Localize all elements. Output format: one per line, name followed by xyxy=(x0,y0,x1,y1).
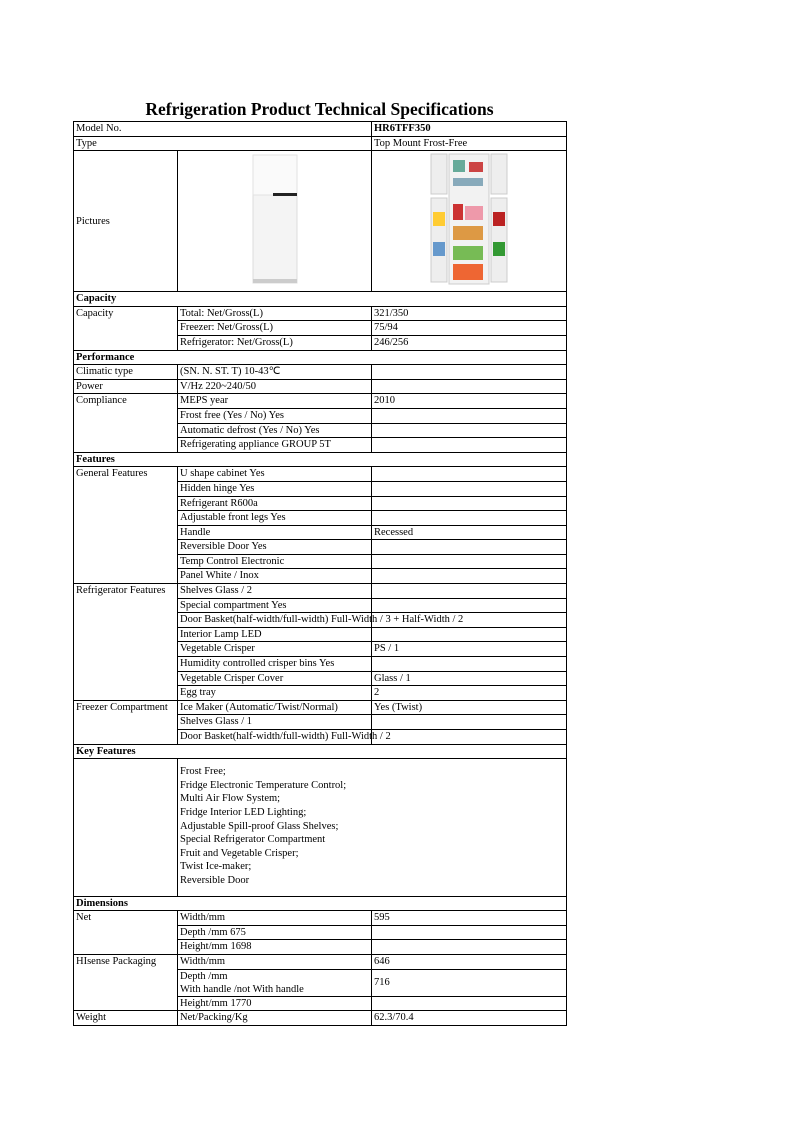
page-title: Refrigeration Product Technical Specifications xyxy=(145,99,494,119)
group-label: Net xyxy=(74,911,178,955)
model-row xyxy=(74,122,567,137)
spec-row xyxy=(74,584,567,599)
spec-name: Egg tray xyxy=(178,686,372,701)
spec-name: Door Basket(half-width/full-width) Full-Width / 3 + Half-Width / 2 xyxy=(178,613,372,628)
spec-row xyxy=(74,379,567,394)
spec-name: Width/mm xyxy=(178,954,372,969)
spec-row xyxy=(74,306,567,321)
fridge-closed-image xyxy=(178,151,372,292)
spec-name: V/Hz 220~240/50 xyxy=(178,379,372,394)
spec-value: Glass / 1 xyxy=(372,671,567,686)
key-feature-item: Twist Ice-maker; xyxy=(180,861,252,873)
spec-value: 62.3/70.4 xyxy=(372,1011,567,1026)
spec-name: Depth /mm With handle /not With handle xyxy=(178,969,372,996)
spec-row xyxy=(74,365,567,380)
spec-value xyxy=(372,423,567,438)
spec-name: Vegetable Crisper xyxy=(178,642,372,657)
type-value: Top Mount Frost-Free xyxy=(372,136,567,151)
pictures-row xyxy=(74,151,567,292)
spec-name: U shape cabinet Yes xyxy=(178,467,372,482)
spec-name: (SN. N. ST. T) 10-43℃ xyxy=(178,365,372,380)
spec-value xyxy=(372,540,567,555)
section-header-row xyxy=(74,744,567,759)
spec-name: Automatic defrost (Yes / No) Yes xyxy=(178,423,372,438)
section-header: Features xyxy=(74,452,567,467)
spec-value: 2 xyxy=(372,686,567,701)
spec-name: Hidden hinge Yes xyxy=(178,481,372,496)
pictures-label: Pictures xyxy=(74,151,178,292)
spec-name: Temp Control Electronic xyxy=(178,554,372,569)
key-feature-item: Special Refrigerator Compartment xyxy=(180,834,326,846)
key-feature-item: Frost Free; xyxy=(180,766,226,778)
spec-value xyxy=(372,925,567,940)
spec-value xyxy=(372,496,567,511)
spec-name: Freezer: Net/Gross(L) xyxy=(178,321,372,336)
spec-name: Panel White / Inox xyxy=(178,569,372,584)
spec-value: Recessed xyxy=(372,525,567,540)
spec-name: Reversible Door Yes xyxy=(178,540,372,555)
spec-value: 75/94 xyxy=(372,321,567,336)
spec-value xyxy=(372,511,567,526)
spec-value xyxy=(372,715,567,730)
spec-value xyxy=(372,940,567,955)
spec-value xyxy=(372,554,567,569)
spec-name: Handle xyxy=(178,525,372,540)
fridge-closed-icon xyxy=(245,153,305,285)
group-label: Refrigerator Features xyxy=(74,584,178,701)
section-header: Performance xyxy=(74,350,567,365)
section-header-row xyxy=(74,452,567,467)
type-row xyxy=(74,136,567,151)
spec-value xyxy=(372,481,567,496)
key-features-label-cell xyxy=(74,759,178,896)
spec-name: Net/Packing/Kg xyxy=(178,1011,372,1026)
spec-name: Refrigerant R600a xyxy=(178,496,372,511)
fridge-open-icon xyxy=(429,152,509,286)
group-label: Capacity xyxy=(74,306,178,350)
spec-value: Yes (Twist) xyxy=(372,700,567,715)
group-label: Compliance xyxy=(74,394,178,452)
spec-name: Width/mm xyxy=(178,911,372,926)
model-value: HR6TFF350 xyxy=(372,122,567,137)
spec-value: 321/350 xyxy=(372,306,567,321)
spec-value xyxy=(372,730,567,745)
spec-value xyxy=(372,627,567,642)
key-feature-item: Reversible Door xyxy=(180,874,250,886)
spec-row xyxy=(74,467,567,482)
key-feature-item: Adjustable Spill-proof Glass Shelves; xyxy=(180,820,339,832)
group-label: Weight xyxy=(74,1011,178,1026)
spec-name: Door Basket(half-width/full-width) Full-Width / 2 xyxy=(178,730,372,745)
spec-name: Vegetable Crisper Cover xyxy=(178,671,372,686)
spec-value xyxy=(372,657,567,672)
spec-value xyxy=(372,584,567,599)
spec-row xyxy=(74,954,567,969)
spec-value: PS / 1 xyxy=(372,642,567,657)
spec-name: Frost free (Yes / No) Yes xyxy=(178,408,372,423)
spec-name: Shelves Glass / 1 xyxy=(178,715,372,730)
spec-value: 646 xyxy=(372,954,567,969)
spec-row xyxy=(74,394,567,409)
spec-value xyxy=(372,379,567,394)
spec-row xyxy=(74,700,567,715)
spec-value xyxy=(372,438,567,453)
key-feature-item: Fruit and Vegetable Crisper; xyxy=(180,847,299,859)
spec-name: Refrigerating appliance GROUP 5T xyxy=(178,438,372,453)
spec-name: Total: Net/Gross(L) xyxy=(178,306,372,321)
spec-name: Height/mm 1698 xyxy=(178,940,372,955)
spec-name: Special compartment Yes xyxy=(178,598,372,613)
key-features-list xyxy=(178,759,567,896)
spec-value: 716 xyxy=(372,969,567,996)
group-label: General Features xyxy=(74,467,178,584)
section-header: Key Features xyxy=(74,744,567,759)
key-feature-item: Fridge Electronic Temperature Control; xyxy=(180,779,347,791)
model-label: Model No. xyxy=(74,122,372,137)
section-header-row xyxy=(74,350,567,365)
section-header: Capacity xyxy=(74,292,567,307)
spec-value xyxy=(372,467,567,482)
group-label: Freezer Compartment xyxy=(74,700,178,744)
section-header-row xyxy=(74,292,567,307)
spec-value xyxy=(372,569,567,584)
spec-table xyxy=(73,121,567,1026)
spec-value xyxy=(372,365,567,380)
spec-value: 2010 xyxy=(372,394,567,409)
spec-value: 246/256 xyxy=(372,335,567,350)
spec-name: MEPS year xyxy=(178,394,372,409)
type-label: Type xyxy=(74,136,372,151)
spec-name: Refrigerator: Net/Gross(L) xyxy=(178,335,372,350)
key-feature-item: Fridge Interior LED Lighting; xyxy=(180,806,307,818)
spec-row xyxy=(74,911,567,926)
spec-value: 595 xyxy=(372,911,567,926)
spec-value xyxy=(372,996,567,1011)
spec-name: Interior Lamp LED xyxy=(178,627,372,642)
spec-name: Height/mm 1770 xyxy=(178,996,372,1011)
spec-value xyxy=(372,598,567,613)
section-header: Dimensions xyxy=(74,896,567,911)
fridge-open-image xyxy=(372,151,567,292)
section-header-row xyxy=(74,896,567,911)
spec-name: Humidity controlled crisper bins Yes xyxy=(178,657,372,672)
spec-name: Adjustable front legs Yes xyxy=(178,511,372,526)
spec-row xyxy=(74,1011,567,1026)
group-label: Power xyxy=(74,379,178,394)
key-feature-item: Multi Air Flow System; xyxy=(180,793,281,805)
spec-name: Shelves Glass / 2 xyxy=(178,584,372,599)
spec-name: Depth /mm 675 xyxy=(178,925,372,940)
group-label: Climatic type xyxy=(74,365,178,380)
spec-value xyxy=(372,408,567,423)
spec-name: Ice Maker (Automatic/Twist/Normal) xyxy=(178,700,372,715)
group-label: HIsense Packaging xyxy=(74,954,178,1010)
key-features-row xyxy=(74,759,567,896)
